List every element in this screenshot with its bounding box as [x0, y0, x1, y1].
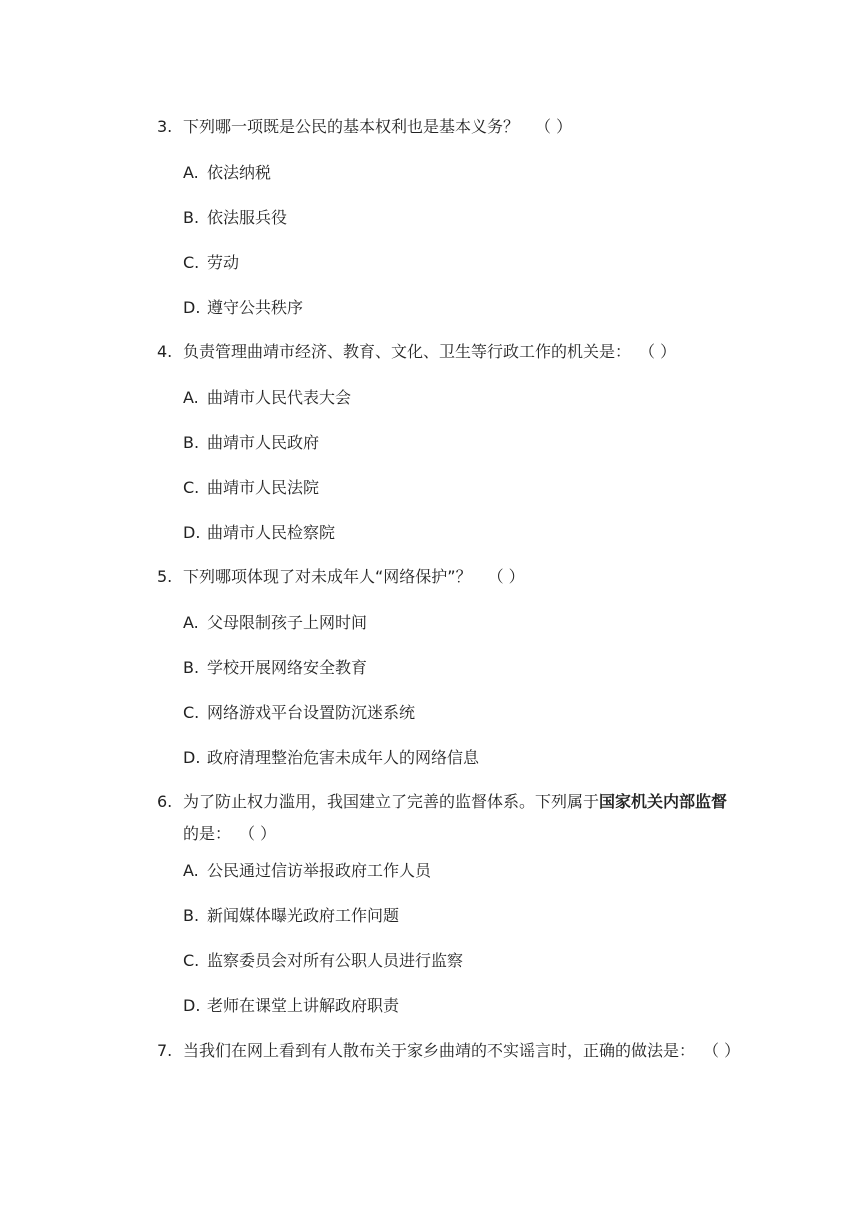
option-b: B. 新闻媒体曝光政府工作问题	[183, 906, 400, 925]
answer-blank: （ ）	[535, 117, 573, 136]
option-a: A. 依法纳税	[183, 163, 272, 182]
option-c: C. 劳动	[183, 253, 240, 272]
answer-blank: （ ）	[711, 1041, 741, 1060]
question-text: 为了防止权力滥用，我国建立了完善的监督体系。下列属于国家机关内部监督的是： （ ）	[183, 792, 728, 843]
option-d: D. 遵守公共秩序	[183, 298, 304, 317]
question-text: 负责管理曲靖市经济、教育、文化、卫生等行政工作的机关是： （ ）	[183, 342, 677, 361]
option-d: D. 政府清理整治危害未成年人的网络信息	[183, 748, 480, 767]
option-b: B. 学校开展网络安全教育	[183, 658, 368, 677]
option-d: D. 曲靖市人民检察院	[183, 523, 336, 542]
option-c: C. 曲靖市人民法院	[183, 478, 320, 497]
option-b: B. 曲靖市人民政府	[183, 433, 320, 452]
emphasized-text: 国家机关内部监督	[599, 792, 728, 811]
question-text: 当我们在网上看到有人散布关于家乡曲靖的不实谣言时，正确的做法是： （ ）	[183, 1041, 741, 1060]
option-c: C. 网络游戏平台设置防沉迷系统	[183, 703, 416, 722]
question-text: 下列哪一项既是公民的基本权利也是基本义务？ （ ）	[183, 117, 573, 136]
question-number: 3.	[157, 117, 173, 136]
option-c: C. 监察委员会对所有公职人员进行监察	[183, 951, 464, 970]
answer-blank: （ ）	[487, 567, 525, 586]
question-number: 7.	[157, 1041, 173, 1060]
answer-blank: （ ）	[247, 824, 277, 843]
answer-blank: （ ）	[647, 342, 677, 361]
question-text: 下列哪项体现了对未成年人“网络保护”？ （ ）	[183, 567, 525, 586]
question-number: 6.	[157, 792, 173, 811]
option-a: A. 曲靖市人民代表大会	[183, 388, 352, 407]
question-number: 5.	[157, 567, 173, 586]
option-a: A. 公民通过信访举报政府工作人员	[183, 861, 432, 880]
option-a: A. 父母限制孩子上网时间	[183, 613, 368, 632]
option-d: D. 老师在课堂上讲解政府职责	[183, 996, 400, 1015]
option-b: B. 依法服兵役	[183, 208, 288, 227]
question-number: 4.	[157, 342, 173, 361]
